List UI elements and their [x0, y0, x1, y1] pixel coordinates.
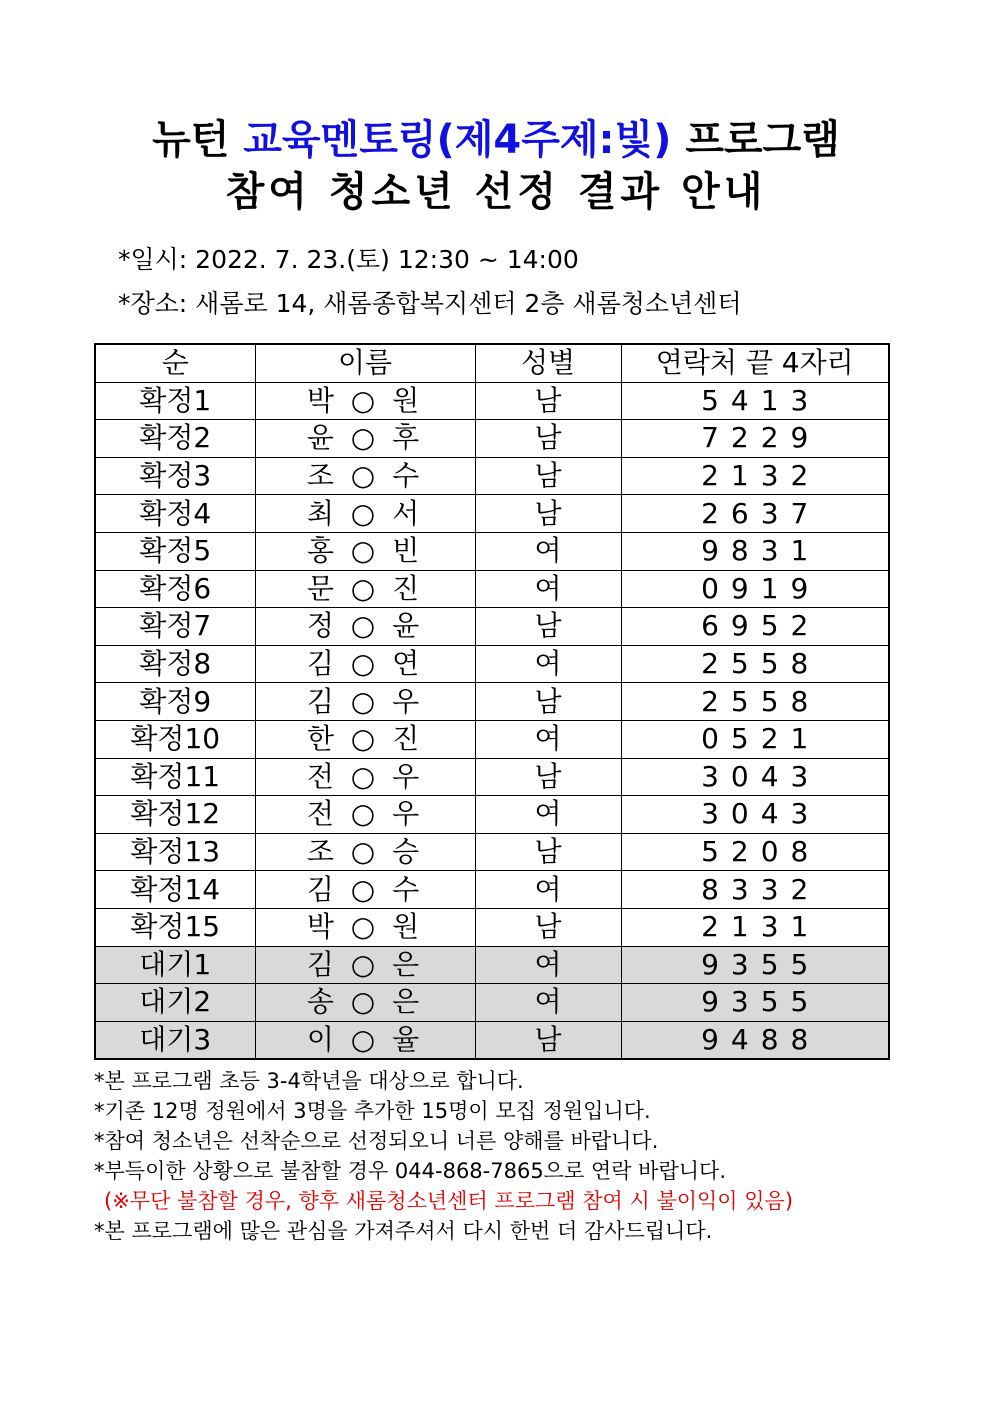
- page-title: [0, 116, 992, 164]
- table-row: [95, 758, 889, 796]
- cell-gender: 남: [475, 382, 621, 420]
- cell-rank: 확정3: [95, 457, 255, 495]
- header-name: 이름: [255, 344, 475, 382]
- cell-name: 조 ○ 승: [255, 833, 475, 871]
- table-row: [95, 908, 889, 946]
- note-line: *본 프로그램에 많은 관심을 가져주셔서 다시 한번 더 감사드립니다.: [94, 1219, 713, 1243]
- cell-gender: 여: [475, 946, 621, 984]
- cell-rank: 대기3: [95, 1021, 255, 1059]
- cell-name: 홍 ○ 빈: [255, 532, 475, 570]
- cell-gender: 여: [475, 532, 621, 570]
- cell-rank: 확정9: [95, 683, 255, 721]
- cell-name: 문 ○ 진: [255, 570, 475, 608]
- page-subtitle: 참여 청소년 선정 결과 안내: [225, 169, 767, 215]
- header-gender: 성별: [475, 344, 621, 382]
- cell-rank: 확정15: [95, 908, 255, 946]
- cell-name: 윤 ○ 후: [255, 420, 475, 458]
- table-row: [95, 833, 889, 871]
- cell-gender: 여: [475, 720, 621, 758]
- cell-rank: 확정14: [95, 871, 255, 909]
- cell-gender: 여: [475, 645, 621, 683]
- cell-contact: 6952: [621, 608, 889, 646]
- cell-gender: 여: [475, 871, 621, 909]
- table-row: [95, 608, 889, 646]
- table-row: [95, 1021, 889, 1059]
- table-body: [95, 382, 889, 1059]
- cell-gender: 여: [475, 796, 621, 834]
- cell-contact: 3043: [621, 796, 889, 834]
- header-contact: 연락처 끝 4자리: [621, 344, 889, 382]
- notes-section: [94, 1066, 954, 1246]
- table-row: [95, 796, 889, 834]
- cell-gender: 남: [475, 495, 621, 533]
- cell-name: 김 ○ 연: [255, 645, 475, 683]
- table-row: [95, 984, 889, 1022]
- cell-rank: 확정11: [95, 758, 255, 796]
- cell-rank: 확정7: [95, 608, 255, 646]
- table-row: [95, 946, 889, 984]
- cell-contact: 9831: [621, 532, 889, 570]
- cell-contact: 3043: [621, 758, 889, 796]
- cell-rank: 확정8: [95, 645, 255, 683]
- cell-contact: 5413: [621, 382, 889, 420]
- table-row: [95, 570, 889, 608]
- cell-gender: 남: [475, 608, 621, 646]
- cell-gender: 남: [475, 908, 621, 946]
- cell-name: 박 ○ 원: [255, 908, 475, 946]
- title-accent: 교육멘토링(제4주제:빛): [243, 117, 672, 163]
- note-line: *본 프로그램 초등 3-4학년을 대상으로 합니다.: [94, 1069, 524, 1093]
- table-row: [95, 532, 889, 570]
- cell-contact: 2132: [621, 457, 889, 495]
- cell-contact: 9355: [621, 946, 889, 984]
- cell-name: 조 ○ 수: [255, 457, 475, 495]
- cell-rank: 확정1: [95, 382, 255, 420]
- table-row: [95, 495, 889, 533]
- cell-contact: 2637: [621, 495, 889, 533]
- cell-name: 김 ○ 우: [255, 683, 475, 721]
- cell-contact: 5208: [621, 833, 889, 871]
- cell-rank: 확정13: [95, 833, 255, 871]
- table-row: [95, 382, 889, 420]
- cell-name: 송 ○ 은: [255, 984, 475, 1022]
- table-row: [95, 420, 889, 458]
- cell-contact: 2131: [621, 908, 889, 946]
- cell-gender: 여: [475, 570, 621, 608]
- selection-table: [94, 343, 890, 1060]
- cell-name: 김 ○ 수: [255, 871, 475, 909]
- cell-rank: 확정5: [95, 532, 255, 570]
- cell-rank: 확정10: [95, 720, 255, 758]
- cell-gender: 남: [475, 420, 621, 458]
- cell-contact: 9355: [621, 984, 889, 1022]
- cell-name: 한 ○ 진: [255, 720, 475, 758]
- cell-gender: 남: [475, 683, 621, 721]
- cell-contact: 2558: [621, 645, 889, 683]
- table-row: [95, 457, 889, 495]
- cell-rank: 대기2: [95, 984, 255, 1022]
- table-row: [95, 645, 889, 683]
- cell-rank: 확정4: [95, 495, 255, 533]
- cell-name: 이 ○ 율: [255, 1021, 475, 1059]
- note-line: *기존 12명 정원에서 3명을 추가한 15명이 모집 정원입니다.: [94, 1099, 651, 1123]
- event-location: *장소: 새롬로 14, 새롬종합복지센터 2층 새롬청소년센터: [118, 289, 742, 318]
- cell-contact: 0919: [621, 570, 889, 608]
- cell-rank: 확정6: [95, 570, 255, 608]
- cell-name: 김 ○ 은: [255, 946, 475, 984]
- cell-rank: 확정2: [95, 420, 255, 458]
- cell-gender: 남: [475, 457, 621, 495]
- cell-contact: 8332: [621, 871, 889, 909]
- cell-name: 박 ○ 원: [255, 382, 475, 420]
- cell-contact: 2558: [621, 683, 889, 721]
- cell-contact: 0521: [621, 720, 889, 758]
- cell-gender: 남: [475, 758, 621, 796]
- event-datetime: *일시: 2022. 7. 23.(토) 12:30 ~ 14:00: [118, 245, 579, 274]
- note-line: *참여 청소년은 선착순으로 선정되오니 너른 양해를 바랍니다.: [94, 1129, 659, 1153]
- cell-name: 전 ○ 우: [255, 758, 475, 796]
- cell-name: 정 ○ 윤: [255, 608, 475, 646]
- cell-name: 최 ○ 서: [255, 495, 475, 533]
- title-suffix: 프로그램: [671, 117, 840, 163]
- note-line: *부득이한 상황으로 불참할 경우 044-868-7865으로 연락 바랍니다.: [94, 1159, 726, 1183]
- cell-contact: 7229: [621, 420, 889, 458]
- cell-gender: 남: [475, 1021, 621, 1059]
- table-row: [95, 720, 889, 758]
- cell-rank: 확정12: [95, 796, 255, 834]
- cell-gender: 남: [475, 833, 621, 871]
- header-rank: 순: [95, 344, 255, 382]
- cell-contact: 9488: [621, 1021, 889, 1059]
- cell-rank: 대기1: [95, 946, 255, 984]
- title-prefix: 뉴턴: [152, 117, 244, 163]
- cell-gender: 여: [475, 984, 621, 1022]
- table-header-row: [95, 344, 889, 382]
- cell-name: 전 ○ 우: [255, 796, 475, 834]
- note-warning: (※무단 불참할 경우, 향후 새롬청소년센터 프로그램 참여 시 불이익이 있음): [104, 1189, 794, 1213]
- table-row: [95, 871, 889, 909]
- table-row: [95, 683, 889, 721]
